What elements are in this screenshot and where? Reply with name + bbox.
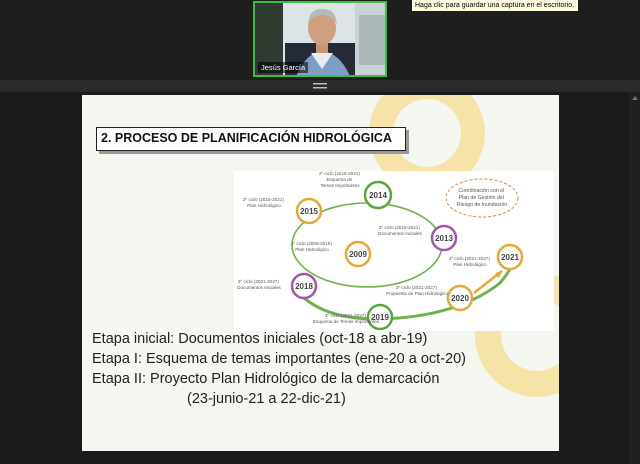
node-year: 2018: [295, 282, 313, 291]
shared-slide: [82, 95, 559, 451]
node-year: 2009: [349, 250, 367, 259]
node-year: 2013: [435, 234, 453, 243]
svg-text:Coordinación con el Plan: [457, 188, 507, 208]
stage-line-1: Etapa I: Esquema de temas importantes (ene-20 a oct-20): [92, 351, 466, 367]
stage-list: [92, 329, 552, 409]
svg-text:3º ciclo (2021-2027) P: 3º ciclo (2021-2027) Propuesta de Plan Hidrológico: [385, 285, 449, 296]
svg-text:1º ciclo (2009-2015) P: 1º ciclo (2009-2015) Plan Hidrológico: [290, 241, 332, 252]
svg-text:3º ciclo (2021-2027) D: 3º ciclo (2021-2027) Documentos Iniciales: [237, 279, 281, 290]
svg-text:3º ciclo (2021-2027) E: 3º ciclo (2021-2027) Esquema de Temas Importantes: [312, 313, 380, 324]
stage-line-2: Etapa II: Proyecto Plan Hidrológico de la demarcación: [92, 371, 440, 387]
screenshot-tooltip: Haga clic para guardar una captura en el escritorio.: [412, 0, 578, 11]
node-year: 2014: [369, 191, 387, 200]
svg-text:3º ciclo (2021-2027) P: 3º ciclo (2021-2027) Plan Hidrológico: [448, 256, 490, 267]
stage-line-2-dates: (23-junio-21 a 22-dic-21): [187, 391, 346, 407]
svg-text:2º ciclo (2015-2021) E: 2º ciclo (2015-2021) Esquema de Temas Importantes: [318, 171, 360, 188]
slide-title: 2. PROCESO DE PLANIFICACIÓN HIDROLÓGICA: [96, 127, 406, 151]
svg-text:2º ciclo (2015-2021) P: 2º ciclo (2015-2021) Plan Hidrológico: [242, 197, 284, 208]
scroll-up-icon[interactable]: [632, 96, 638, 100]
grip-icon[interactable]: [313, 83, 327, 89]
coordination-line: Riesgo de Inundación: [456, 202, 508, 208]
bottom-bar: [0, 452, 629, 464]
node-year: 2021: [501, 253, 519, 262]
node-year: 2019: [371, 313, 389, 322]
coordination-line: Plan de Gestión del: [458, 195, 504, 201]
vertical-scrollbar[interactable]: [629, 92, 640, 464]
participant-video[interactable]: [253, 1, 387, 77]
svg-text:2º ciclo (2015-2021) D: 2º ciclo (2015-2021) Documentos Iniciales: [378, 225, 422, 236]
stage-line-initial: Etapa inicial: Documentos iniciales (oct-18 a abr-19): [92, 331, 428, 347]
participant-name: Jesús García: [258, 62, 308, 73]
node-year: 2015: [300, 207, 318, 216]
node-year: 2020: [451, 294, 469, 303]
coordination-line: Coordinación con el: [458, 188, 505, 194]
